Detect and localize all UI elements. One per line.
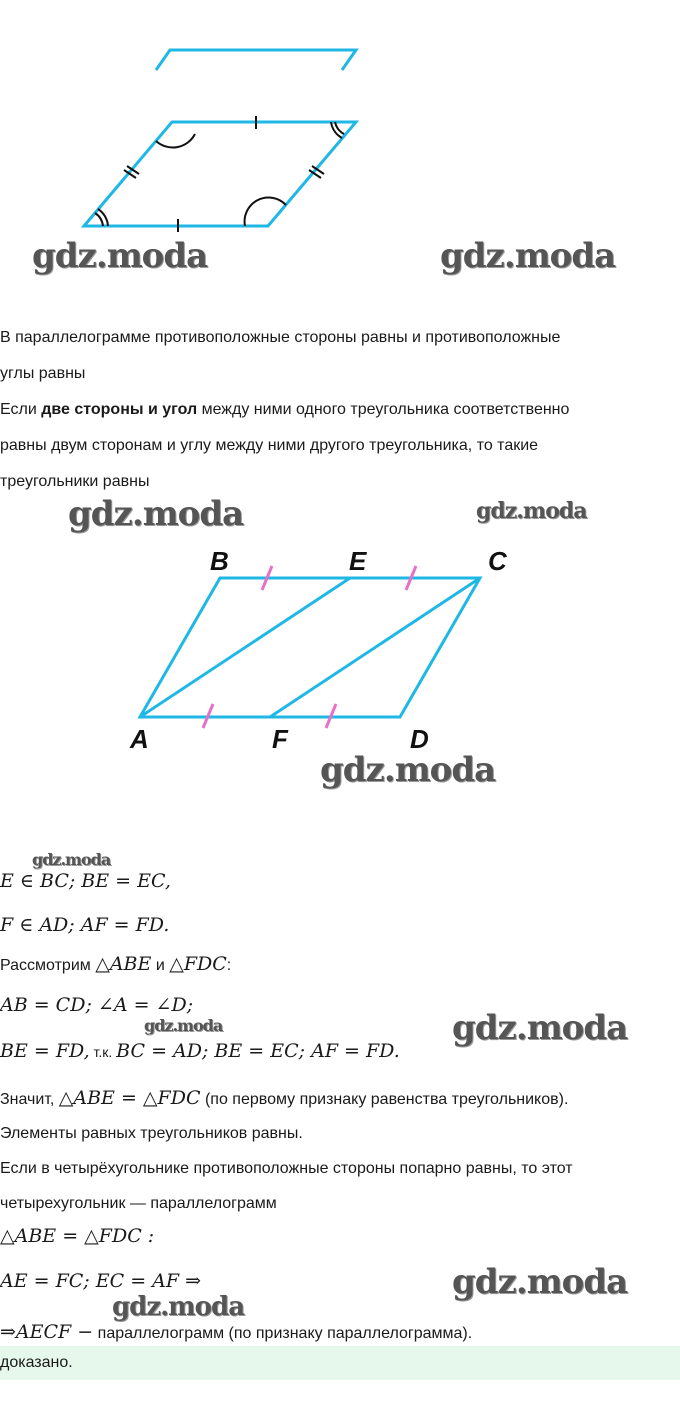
paragraph-line xyxy=(0,1086,568,1112)
math-fragment: BC = AD; BE = EC; AF = FD. xyxy=(116,1040,400,1062)
text-fragment: Значит, xyxy=(0,1091,59,1108)
parallelogram-abcd xyxy=(140,578,480,717)
watermark: gdz.moda xyxy=(320,750,496,790)
math-line: E ∈ BC; BE = EC, xyxy=(0,870,171,892)
vertex-label-b: B xyxy=(210,546,229,576)
paragraph-line: треугольники равны xyxy=(0,473,150,490)
proved-text: доказано. xyxy=(0,1354,73,1371)
watermark: gdz.moda xyxy=(144,1016,223,1035)
math-line xyxy=(0,1040,400,1062)
text-fragment: Рассмотрим xyxy=(0,957,96,974)
figure-top-edge xyxy=(156,50,356,70)
math-line: F ∈ AD; AF = FD. xyxy=(0,914,170,936)
vertex-label-c: C xyxy=(488,546,507,576)
paragraph-line xyxy=(0,1320,472,1346)
paragraph-line xyxy=(0,952,231,978)
paragraph-line: углы равны xyxy=(0,365,86,382)
watermark: gdz.moda xyxy=(440,236,616,276)
math-fragment: ⇒AECF − xyxy=(0,1321,94,1343)
paragraph-line: равны двум сторонам и углу между ними другого треугольника, то такие xyxy=(0,437,539,454)
vertex-label-f: F xyxy=(272,724,288,754)
vertex-label-a: A xyxy=(130,724,149,754)
paragraph-line xyxy=(0,398,569,422)
text-fragment: (по первому признаку равенства треугольников). xyxy=(200,1091,569,1108)
watermark: gdz.moda xyxy=(476,498,587,524)
math-fragment: △ABE = △FDC xyxy=(58,1087,201,1109)
text-fragment: : xyxy=(226,957,232,974)
triangle-abe: △ABE xyxy=(95,953,152,975)
watermark: gdz.moda xyxy=(32,236,208,276)
watermark: gdz.moda xyxy=(112,1292,245,1322)
paragraph-line: четырехугольник — параллелограмм xyxy=(0,1195,277,1212)
watermark: gdz.moda xyxy=(452,1262,628,1302)
vertex-label-d: D xyxy=(410,724,429,754)
text-fragment: и xyxy=(151,957,170,974)
watermark: gdz.moda xyxy=(452,1008,628,1048)
bold-phrase: две стороны и угол xyxy=(41,401,198,418)
paragraph-line: Элементы равных треугольников равны. xyxy=(0,1125,303,1142)
side-tick-marks xyxy=(124,116,324,232)
text-fragment: параллелограмм (по признаку параллелограмма). xyxy=(93,1325,473,1342)
angle-arcs xyxy=(95,122,344,226)
math-line: △ABE = △FDC : xyxy=(0,1225,155,1247)
equal-segment-ticks xyxy=(203,566,416,728)
text-fragment: т.к. xyxy=(89,1044,117,1060)
watermark: gdz.moda xyxy=(68,494,244,534)
watermark: gdz.moda xyxy=(32,850,111,869)
vertex-label-e: E xyxy=(349,546,367,576)
paragraph-line: Если в четырёхугольнике противоположные стороны попарно равны, то этот xyxy=(0,1160,573,1177)
text-fragment: Если xyxy=(0,401,42,418)
parallelogram-figure xyxy=(0,0,680,240)
math-line: AB = CD; ∠A = ∠D; xyxy=(0,994,194,1016)
triangle-fdc: △FDC xyxy=(169,953,227,975)
paragraph-line: В параллелограмме противоположные стороны равны и противоположные xyxy=(0,329,561,346)
math-line: AE = FC; EC = AF ⇒ xyxy=(0,1270,202,1292)
proved-banner xyxy=(0,1346,680,1380)
math-fragment: BE = FD, xyxy=(0,1040,90,1062)
text-fragment: между ними одного треугольника соответственно xyxy=(197,401,570,418)
parallelogram-abcd-figure xyxy=(0,530,680,760)
